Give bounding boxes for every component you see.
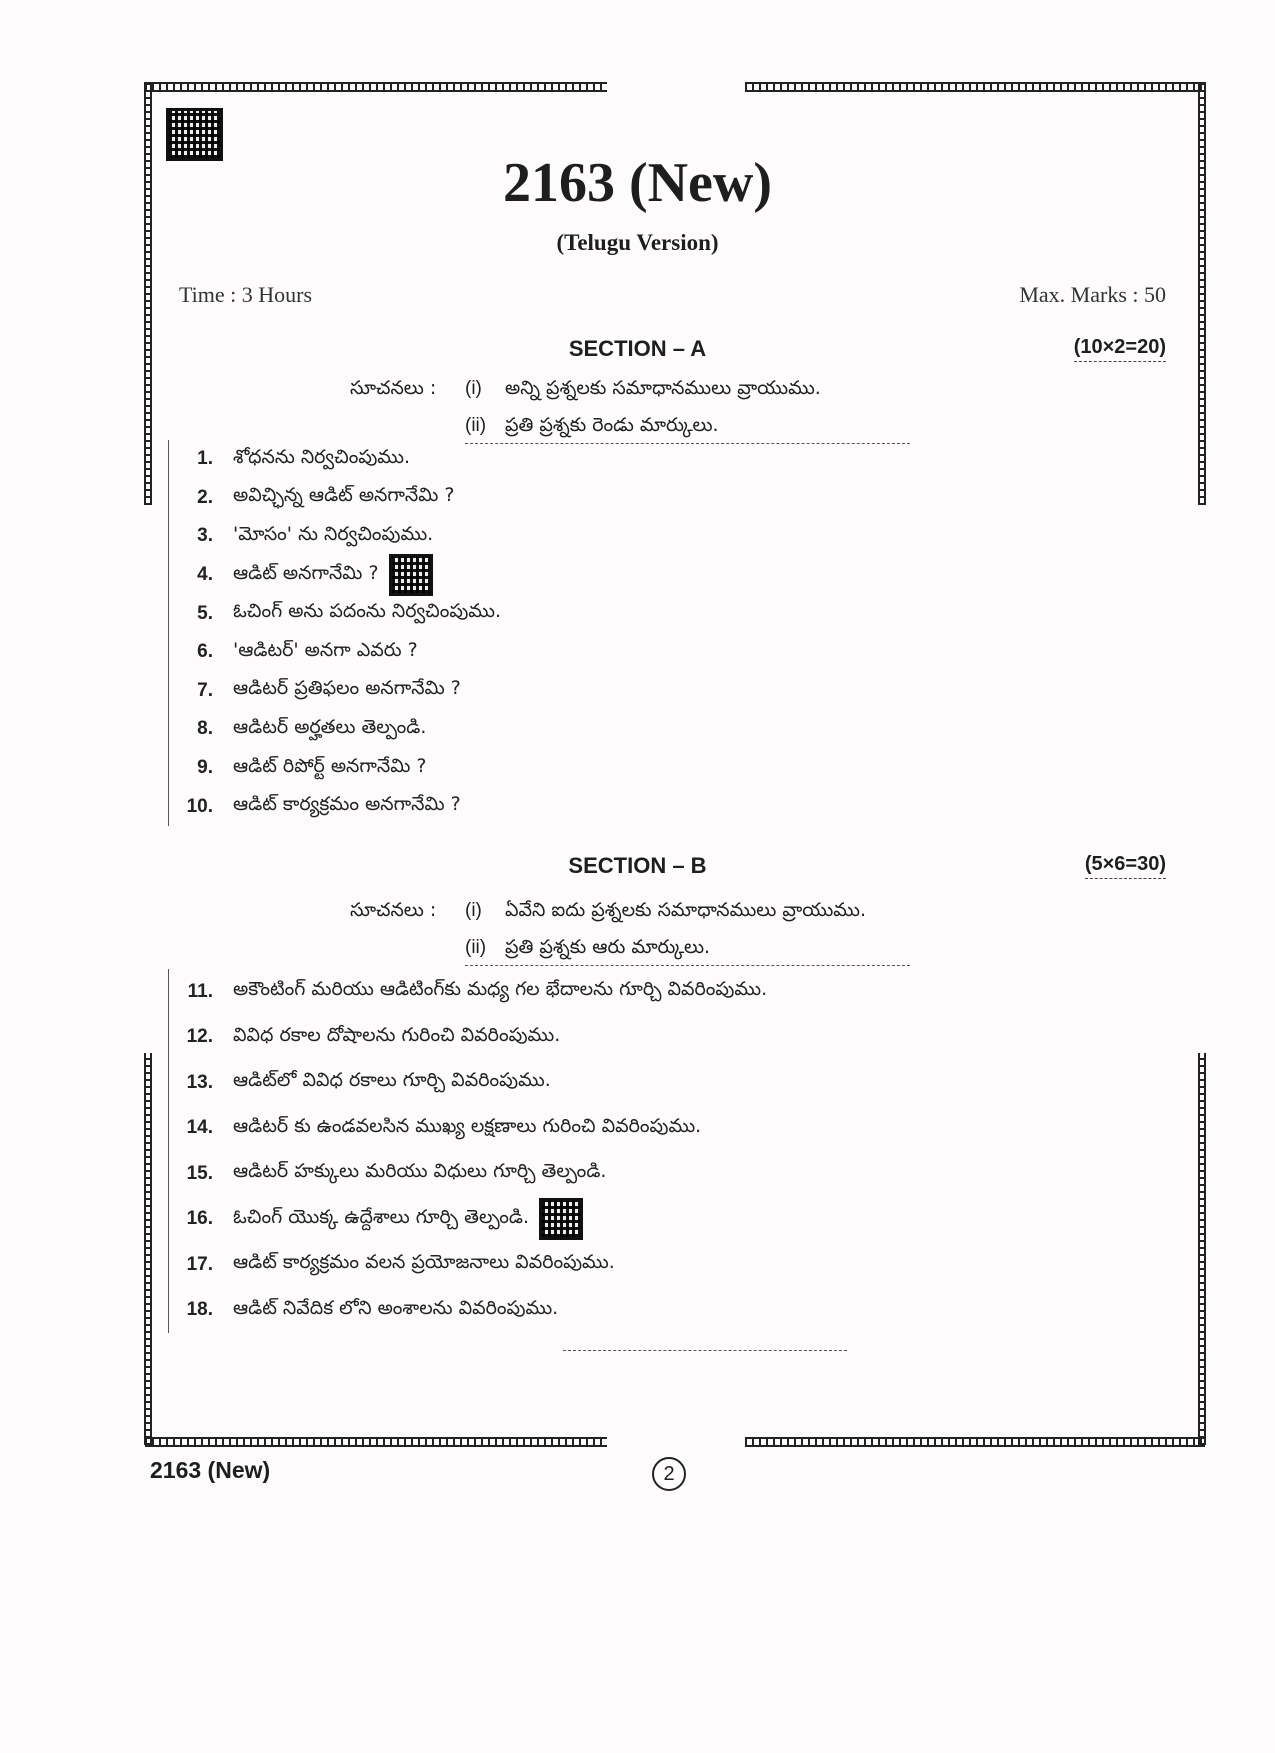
question-item: [181, 517, 501, 556]
question-number: 14.: [186, 1117, 213, 1139]
instruction-number: (ii): [465, 415, 487, 436]
instructions-label: సూచనలు :: [350, 377, 437, 399]
instruction-number: (ii): [465, 937, 487, 958]
question-number: 7.: [197, 679, 213, 701]
instruction-number: (i): [465, 900, 482, 921]
matrix-code-icon: [166, 108, 223, 161]
question-item: [181, 710, 501, 749]
instructions-label: సూచనలు :: [350, 899, 437, 921]
border-left-upper: [144, 82, 152, 505]
section-b-question-list: [168, 969, 767, 1333]
time-allowed: Time : 3 Hours: [179, 282, 313, 307]
instruction-row: [350, 370, 821, 407]
question-item: [181, 787, 501, 826]
question-text: ఆడిటర్ హక్కులు మరియు విధులు గూర్చి తెల్పండి.: [233, 1160, 607, 1183]
question-number: 2.: [197, 486, 213, 508]
question-item: [181, 1106, 767, 1152]
border-bottom-right: [745, 1437, 1205, 1447]
question-text: అకౌంటింగ్ మరియు ఆడిటింగ్‌కు మధ్య గల భేదాలను గూర్చి వివరింపుము.: [233, 978, 768, 1001]
question-text: అవిచ్ఛిన్న ఆడిట్ అనగానేమి ?: [233, 484, 455, 507]
question-item: [181, 749, 501, 788]
section-a-instructions: [350, 370, 821, 444]
question-number: 13.: [186, 1071, 213, 1093]
border-top-right: [745, 82, 1205, 92]
question-number: 15.: [186, 1162, 213, 1184]
border-bottom-left: [145, 1437, 607, 1447]
question-item: [181, 969, 767, 1015]
instruction-text: ప్రతి ప్రశ్నకు రెండు మార్కులు.: [505, 414, 719, 436]
border-right-upper: [1198, 82, 1206, 505]
question-item: [181, 594, 501, 633]
section-a-marks: (10×2=20): [1074, 336, 1166, 362]
instruction-number: (i): [465, 378, 482, 399]
footer-paper-code: 2163 (New): [150, 1457, 271, 1483]
question-number: 17.: [186, 1253, 213, 1275]
question-item: [181, 1242, 767, 1288]
question-item: [181, 633, 501, 672]
question-text: ఆడిట్ నివేదిక లోని అంశాలను వివరింపుము.: [233, 1296, 559, 1319]
section-a-question-list: [168, 440, 501, 826]
qr-code-icon: [389, 554, 433, 596]
question-number: 1.: [197, 448, 213, 470]
question-text: ఆడిట్ కార్యక్రమం అనగానేమి ?: [233, 793, 461, 816]
question-item: [181, 1288, 767, 1334]
question-text: ఆడిట్ అనగానేమి ?: [233, 561, 379, 584]
question-number: 18.: [186, 1299, 213, 1321]
instruction-text: అన్ని ప్రశ్నలకు సమాధానములు వ్రాయుము.: [505, 377, 821, 399]
question-item: [181, 479, 501, 518]
question-number: 6.: [197, 641, 213, 663]
question-item: [181, 672, 501, 711]
instruction-text: ప్రతి ప్రశ్నకు ఆరు మార్కులు.: [505, 936, 711, 958]
border-left-lower: [144, 1053, 152, 1445]
question-number: 12.: [186, 1026, 213, 1048]
qr-code-icon: [539, 1198, 583, 1240]
instruction-text: ఏవేని ఐదు ప్రశ్నలకు సమాధానములు వ్రాయుము.: [505, 899, 867, 921]
instruction-row: [350, 407, 821, 444]
max-marks: Max. Marks : 50: [1019, 282, 1166, 307]
section-b-marks: (5×6=30): [1085, 853, 1166, 879]
question-text: ఆడిట్ రిపోర్ట్ అనగానేమి ?: [233, 754, 427, 777]
border-top-left: [145, 82, 607, 92]
instruction-row: [350, 929, 866, 966]
question-text: ఆడిట్ కార్యక్రమం వలన ప్రయోజనాలు వివరింపుము.: [233, 1251, 615, 1274]
border-right-lower: [1198, 1053, 1206, 1445]
question-text: ఆడిట్‌లో వివిధ రకాలు గూర్చి వివరింపుము.: [233, 1069, 551, 1092]
section-a-heading: SECTION – A: [568, 336, 707, 361]
instruction-row: [350, 892, 866, 929]
question-item: [181, 1060, 767, 1106]
question-item: [181, 440, 501, 479]
question-text: 'మోసం' ను నిర్వచింపుము.: [233, 522, 434, 545]
question-text: ఆడిటర్ అర్హతలు తెల్పండి.: [233, 715, 427, 738]
question-item: [181, 556, 501, 595]
paper-code-title: 2163 (New): [502, 152, 773, 214]
question-text: 'ఆడిటర్' అనగా ఎవరు ?: [233, 638, 418, 661]
question-number: 4.: [197, 564, 213, 586]
question-number: 9.: [197, 757, 213, 779]
end-divider: [563, 1350, 847, 1351]
question-number: 16.: [186, 1208, 213, 1230]
question-text: శోధనను నిర్వచింపుము.: [233, 445, 410, 468]
question-item: [181, 1197, 767, 1243]
version-subtitle: (Telugu Version): [556, 230, 719, 255]
question-item: [181, 1151, 767, 1197]
question-text: ఆడిటర్ ప్రతిఫలం అనగానేమి ?: [233, 677, 461, 700]
question-text: ఓచింగ్ యొక్క ఉద్దేశాలు గూర్చి తెల్పండి.: [233, 1205, 530, 1228]
question-number: 10.: [186, 795, 213, 817]
question-number: 5.: [197, 602, 213, 624]
question-number: 8.: [197, 718, 213, 740]
divider: [465, 443, 910, 444]
divider: [465, 965, 910, 966]
question-item: [181, 1015, 767, 1061]
question-text: ఓచింగ్ అను పదంను నిర్వచింపుము.: [233, 600, 502, 623]
section-b-instructions: [350, 892, 866, 966]
page-number: 2: [652, 1457, 686, 1491]
question-text: ఆడిటర్ కు ఉండవలసిన ముఖ్య లక్షణాలు గురించి వివరింపుము.: [233, 1114, 702, 1137]
question-number: 3.: [197, 525, 213, 547]
question-text: వివిధ రకాల దోషాలను గురించి వివరింపుము.: [233, 1023, 561, 1046]
section-b-heading: SECTION – B: [568, 853, 707, 878]
question-number: 11.: [187, 980, 213, 1002]
